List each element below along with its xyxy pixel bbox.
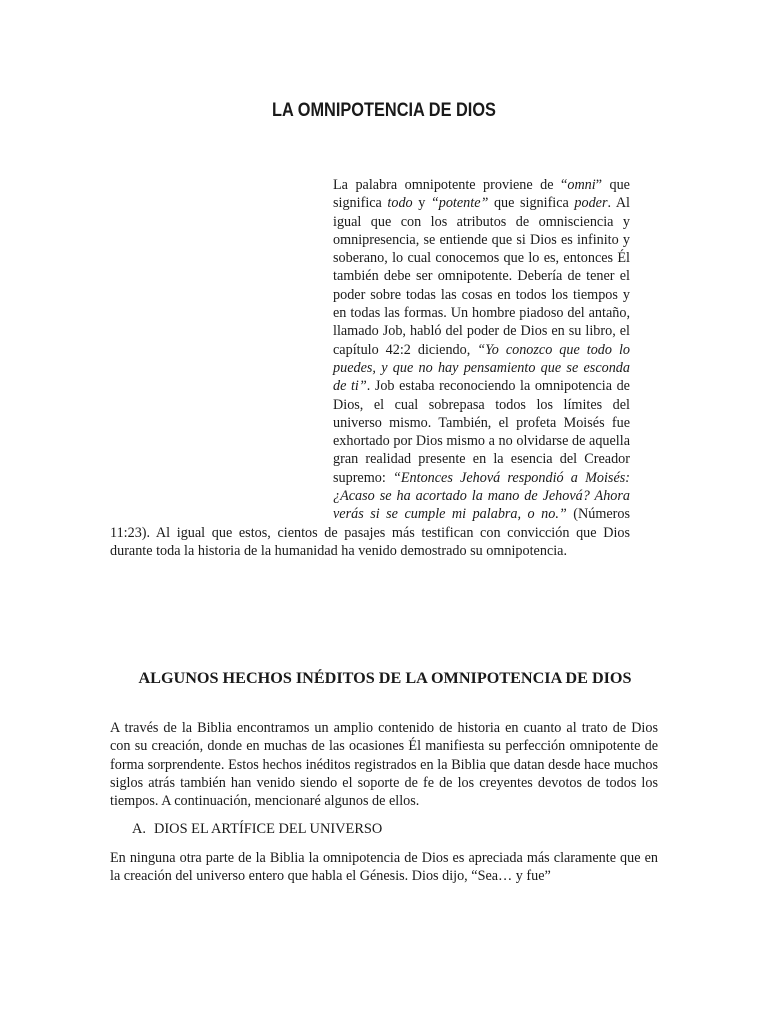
section-paragraph: A través de la Biblia encontramos un amplio contenido de historia en cuanto al trato de Dios con su creación, donde en muchas de las ocasiones Él manifiesta su perfección omnipotente de forma sorprendente. Estos hechos inéditos registrados en la Biblia que datan desde hace muchos siglos atrás también han venido siendo el soporte de fe de los creyentes devotos de todos los tiempos. A continuación, mencionaré algunos de ellos. (110, 720, 658, 810)
quote-job: “Yo conozco que todo lo puedes, y que no hay pensamiento que se esconda de ti” (333, 341, 630, 395)
intro-omni: omni (567, 177, 596, 193)
intro-poder: poder (574, 195, 608, 212)
intro-text-4: que significa (488, 195, 575, 212)
intro-todo: todo (387, 195, 413, 212)
intro-potente: “potente” (430, 195, 489, 212)
intro-text-5: . Al igual que con los atributos de omnisciencia y omnipresencia, se entiende que si Dios es infinito y soberano, lo cual conocemos que lo es, entonces Él también debe ser omnipotente. Debería de tener el poder sobre todas las cosas en todos los tiempos y en todas las formas. Un hombre piadoso del antaño, llamado Job, habló del poder de Dios en su libro, el capítulo 42:2 diciendo, (333, 195, 631, 358)
list-item-heading (132, 821, 390, 838)
list-heading-text: DIOS EL ARTÍFICE DEL UNIVERSO (154, 821, 383, 837)
quote-moses: “Entonces Jehová respondió a Moisés: ¿Acaso se ha acortado la mano de Jehová? Ahora verás si se cumple mi palabra, o no.” (333, 469, 630, 523)
intro-paragraph (110, 176, 630, 560)
intro-text-3: y (412, 195, 431, 212)
intro-text-7: (Números 11:23). Al igual que estos, cientos de pasajes más testifican con convicción que Dios durante toda la historia de la humanidad ha venido demostrado su omnipotencia. (110, 506, 630, 559)
list-marker: A. (132, 821, 146, 837)
intro-text-2: ” que significa (333, 177, 630, 212)
last-paragraph: En ninguna otra parte de la Biblia la omnipotencia de Dios es apreciada más claramente que en la creación del universo entero que habla el Génesis. Dios dijo, “Sea… y fue” (110, 850, 658, 885)
section-heading: ALGUNOS HECHOS INÉDITOS DE LA OMNIPOTENCIA DE DIOS (138, 669, 632, 687)
intro-text-6: . Job estaba reconociendo la omnipotencia de Dios, el cual sobrepasa todos los límites del universo mismo. También, el profeta Moisés fue exhortado por Dios mismo a no olvidarse de aquella gran realidad presente en la esencia del Creador supremo: (333, 378, 630, 486)
intro-text-1: La palabra omnipotente proviene de “ (333, 177, 568, 193)
image-placeholder-space (110, 176, 325, 522)
page-title: LA OMNIPOTENCIA DE DIOS (272, 100, 496, 121)
